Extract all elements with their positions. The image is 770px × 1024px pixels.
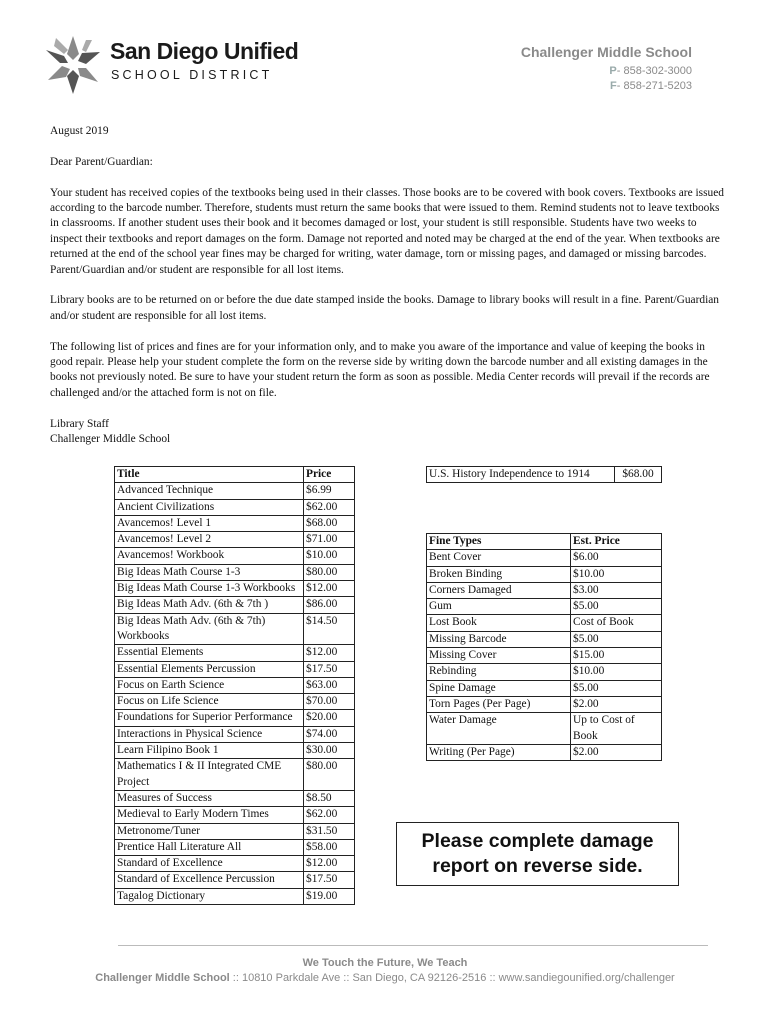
table-row [115, 661, 355, 677]
brand-subtitle: SCHOOL DISTRICT [111, 68, 273, 82]
book-price: $71.00 [304, 532, 355, 548]
fine-price: $2.00 [571, 696, 662, 712]
phone-line [521, 64, 692, 79]
table-row [427, 664, 662, 680]
fine-type: Missing Barcode [427, 631, 571, 647]
book-price: $12.00 [304, 645, 355, 661]
book-price: $20.00 [304, 710, 355, 726]
fine-type: Broken Binding [427, 566, 571, 582]
fine-price: $3.00 [571, 582, 662, 598]
book-price: $8.50 [304, 790, 355, 806]
letter-date: August 2019 [50, 125, 109, 137]
book-title: Medieval to Early Modern Times [115, 807, 304, 823]
book-title: Avancemos! Level 2 [115, 532, 304, 548]
table-row [115, 759, 355, 791]
fine-price: Cost of Book [571, 615, 662, 631]
fine-type: Spine Damage [427, 680, 571, 696]
table-row [115, 613, 355, 645]
table-row [427, 615, 662, 631]
book-title: Metronome/Tuner [115, 823, 304, 839]
table-row [115, 483, 355, 499]
table-row [427, 648, 662, 664]
book-price: $12.00 [304, 856, 355, 872]
book-price: $68.00 [304, 515, 355, 531]
fine-type: Rebinding [427, 664, 571, 680]
table-row [427, 631, 662, 647]
letter-salutation: Dear Parent/Guardian: [50, 155, 153, 168]
header-price: Price [304, 467, 355, 483]
footer-divider [118, 945, 708, 946]
book-price: $63.00 [304, 677, 355, 693]
fine-type: Writing (Per Page) [427, 744, 571, 760]
book-title: Measures of Success [115, 790, 304, 806]
table-row [115, 726, 355, 742]
table-row [115, 548, 355, 564]
book-title: Essential Elements [115, 645, 304, 661]
book-title: Essential Elements Percussion [115, 661, 304, 677]
book-title: Standard of Excellence Percussion [115, 872, 304, 888]
table-row [427, 744, 662, 760]
fine-price: Up to Cost of Book [571, 713, 662, 745]
signature-line-2: Challenger Middle School [50, 433, 171, 446]
table-row [115, 807, 355, 823]
table-row [115, 532, 355, 548]
fine-price: $10.00 [571, 664, 662, 680]
book-title: Avancemos! Level 1 [115, 515, 304, 531]
header-est-price: Est. Price [571, 534, 662, 550]
table-row [427, 467, 662, 483]
table-row [427, 696, 662, 712]
school-name: Challenger Middle School [520, 44, 692, 60]
book-price: $74.00 [304, 726, 355, 742]
book-price: $14.50 [304, 613, 355, 645]
book-title: Focus on Earth Science [115, 677, 304, 693]
table-row [115, 790, 355, 806]
letter-paragraph-1: Your student has received copies of the textbooks being used in their classes. Those books are to be covered with book covers. Textbooks are issued according to the barcode number. Therefore, students must return the same books that were issued to them. Remind students not to leave textbooks in classrooms. If another student uses their book and it becomes damaged or lost, your student is still responsible. Students have two weeks to inspect their textbooks and report damages on the form. Damage not reported and noted may be charged at the end of the year. When textbooks are returned at the end of the school year fines may be charged for writing, water damage, torn or missing pages, and damaged or missing barcodes. Parent/Guardian and/or student are responsible for all lost items. [50, 186, 724, 276]
table-row [427, 550, 662, 566]
fine-type: Bent Cover [427, 550, 571, 566]
fine-type: Torn Pages (Per Page) [427, 696, 571, 712]
book-price: $30.00 [304, 743, 355, 759]
footer-school: Challenger Middle School [95, 972, 230, 984]
table-row [115, 888, 355, 904]
phone-label: P [609, 65, 617, 77]
fax-line [521, 79, 692, 94]
book-price: $12.00 [304, 581, 355, 597]
table-row [427, 582, 662, 598]
book-title: Standard of Excellence [115, 856, 304, 872]
fine-price: $2.00 [571, 744, 662, 760]
book-title: Mathematics I & II Integrated CME Project [115, 759, 304, 791]
signature-line-1: Library Staff [50, 417, 109, 430]
fine-type: Corners Damaged [427, 582, 571, 598]
fine-price: $5.00 [571, 680, 662, 696]
fine-price: $6.00 [571, 550, 662, 566]
table-row [115, 499, 355, 515]
fine-price: $5.00 [571, 631, 662, 647]
table-row [115, 677, 355, 693]
table-row [115, 743, 355, 759]
fine-price: $15.00 [571, 648, 662, 664]
damage-report-notice: Please complete damage report on reverse side. [396, 822, 679, 886]
footer-tagline: We Touch the Future, We Teach [302, 957, 468, 969]
table-row [115, 645, 355, 661]
footer [0, 956, 770, 986]
book-title: Avancemos! Workbook [115, 548, 304, 564]
table-row [115, 872, 355, 888]
table-header-row [115, 467, 355, 483]
fine-type: Lost Book [427, 615, 571, 631]
fax-label: F [610, 80, 617, 92]
footer-address-line [0, 971, 770, 986]
book-price: $68.00 [615, 467, 662, 483]
book-price: $62.00 [304, 499, 355, 515]
book-title: Learn Filipino Book 1 [115, 743, 304, 759]
book-price: $58.00 [304, 839, 355, 855]
table-row [115, 515, 355, 531]
fine-types-table [426, 533, 662, 761]
table-row [427, 599, 662, 615]
book-price: $10.00 [304, 548, 355, 564]
table-row [115, 581, 355, 597]
table-row [427, 713, 662, 745]
fine-price: $5.00 [571, 599, 662, 615]
fax-number: - 858-271-5203 [616, 80, 692, 92]
table-row [115, 597, 355, 613]
district-logo-icon [42, 34, 104, 96]
fine-type: Missing Cover [427, 648, 571, 664]
book-price: $80.00 [304, 759, 355, 791]
book-title: U.S. History Independence to 1914 [427, 467, 615, 483]
book-price: $70.00 [304, 694, 355, 710]
book-price: $31.50 [304, 823, 355, 839]
book-price: $86.00 [304, 597, 355, 613]
table-row [115, 856, 355, 872]
book-price: $6.99 [304, 483, 355, 499]
table-row [115, 564, 355, 580]
letterhead [40, 30, 730, 100]
table-row [427, 566, 662, 582]
book-title: Big Ideas Math Adv. (6th & 7th ) [115, 597, 304, 613]
book-title: Big Ideas Math Course 1-3 Workbooks [115, 581, 304, 597]
letter-body [50, 124, 730, 447]
table-row [115, 694, 355, 710]
book-title: Big Ideas Math Course 1-3 [115, 564, 304, 580]
book-price: $17.50 [304, 661, 355, 677]
brand-name: San Diego Unified [110, 38, 299, 64]
book-title: Tagalog Dictionary [115, 888, 304, 904]
book-price: $62.00 [304, 807, 355, 823]
header-title: Title [115, 467, 304, 483]
table-header-row [427, 534, 662, 550]
letter-paragraph-3: The following list of prices and fines are for your information only, and to make you aware of the importance and value of keeping the books in good repair. Please help your student complete the form on the reverse side by writing down the barcode number and all existing damages in the books not previously noted. Be sure to have your student return the form as soon as possible. Media Center records will prevail if the records are challenged and/or the attached form is not on file. [50, 340, 710, 399]
header-fine-type: Fine Types [427, 534, 571, 550]
table-row [115, 710, 355, 726]
book-title: Focus on Life Science [115, 694, 304, 710]
book-price: $19.00 [304, 888, 355, 904]
book-title: Big Ideas Math Adv. (6th & 7th) Workbooks [115, 613, 304, 645]
book-price: $80.00 [304, 564, 355, 580]
table-row [115, 823, 355, 839]
fine-type: Water Damage [427, 713, 571, 745]
book-price: $17.50 [304, 872, 355, 888]
table-row [427, 680, 662, 696]
phone-number: - 858-302-3000 [616, 65, 692, 77]
book-prices-table [114, 466, 355, 905]
fine-price: $10.00 [571, 566, 662, 582]
book-title: Prentice Hall Literature All [115, 839, 304, 855]
letter-paragraph-2: Library books are to be returned on or before the due date stamped inside the books. Damage to library books will result in a fine. Parent/Guardian and/or student are responsible for all lost items. [50, 294, 719, 322]
book-title: Advanced Technique [115, 483, 304, 499]
fine-type: Gum [427, 599, 571, 615]
table-row [115, 839, 355, 855]
footer-address: :: 10810 Parkdale Ave :: San Diego, CA 92126-2516 :: www.sandiegounified.org/challenger [229, 972, 675, 984]
school-contact [521, 44, 692, 94]
book-title: Ancient Civilizations [115, 499, 304, 515]
book-title: Foundations for Superior Performance [115, 710, 304, 726]
history-book-table [426, 466, 662, 483]
book-title: Interactions in Physical Science [115, 726, 304, 742]
